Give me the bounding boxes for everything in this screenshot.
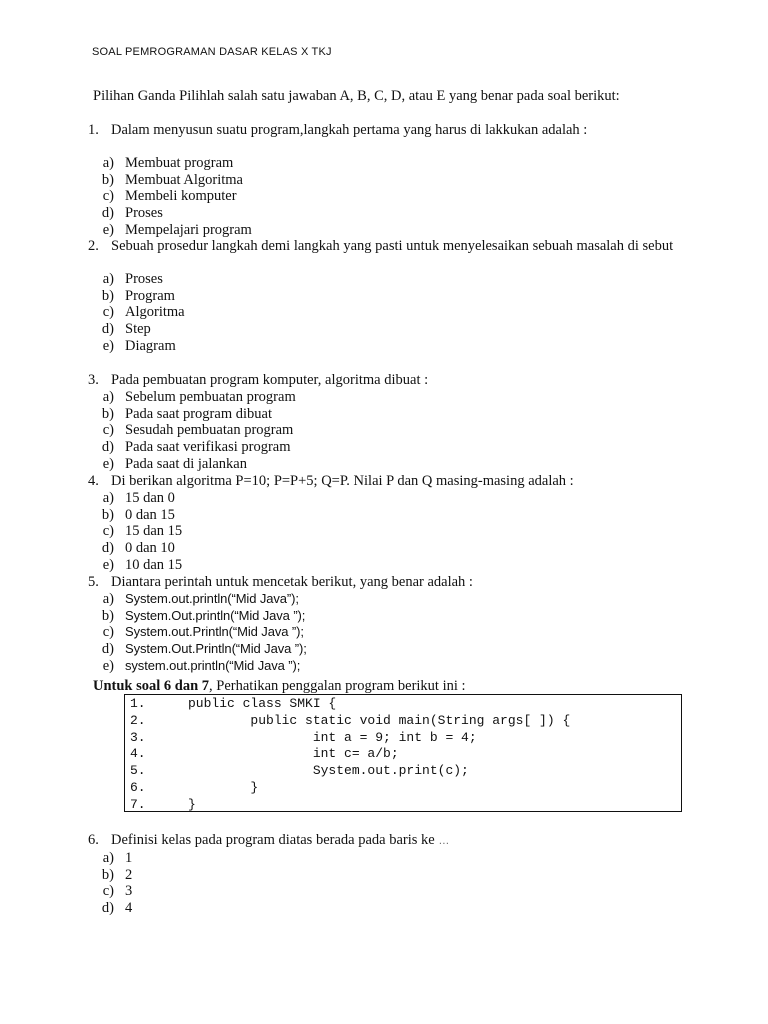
- option-text: 4: [125, 900, 133, 917]
- option-a: [88, 850, 688, 867]
- code-text: int a = 9; int b = 4;: [188, 729, 477, 745]
- line-number: 1.: [130, 696, 146, 711]
- option-d: [88, 439, 688, 456]
- option-letter: d): [101, 900, 114, 917]
- code-line: [125, 763, 681, 780]
- option-letter: c): [102, 422, 114, 439]
- document-header: SOAL PEMROGRAMAN DASAR KELAS X TKJ: [92, 46, 332, 58]
- code-line: [125, 730, 681, 747]
- option-letter: d): [101, 540, 114, 557]
- code-text: }: [188, 779, 259, 795]
- option-text: Program: [125, 287, 175, 304]
- option-text: Mempelajari program: [125, 221, 252, 238]
- question-text: Dalam menyusun suatu program,langkah pertama yang harus di lakkukan adalah :: [111, 122, 588, 138]
- option-letter: d): [101, 205, 114, 222]
- option-text: Membuat program: [125, 154, 234, 171]
- option-text: System.Out.Println(“Mid Java ”);: [125, 641, 307, 657]
- code-text: System.out.print(c);: [188, 763, 469, 779]
- option-letter: c): [102, 304, 114, 321]
- instructions: Pilihan Ganda Pilihlah salah satu jawaban A, B, C, D, atau E yang benar pada soal berikut:: [93, 88, 620, 104]
- option-text: 1: [125, 849, 133, 866]
- option-text: 3: [125, 883, 133, 900]
- code-line: [125, 696, 681, 713]
- option-letter: a): [102, 849, 114, 866]
- line-number: 3.: [130, 729, 146, 745]
- option-d: [88, 205, 688, 222]
- option-letter: b): [101, 506, 114, 523]
- question-number: 6.: [88, 832, 99, 848]
- question-1: [88, 122, 688, 239]
- option-text: 0 dan 10: [125, 540, 175, 557]
- option-text: Step: [125, 321, 151, 338]
- option-c: [88, 422, 688, 439]
- option-text: 15 dan 15: [125, 523, 183, 540]
- options-list: [88, 389, 688, 473]
- option-c: [88, 624, 688, 641]
- option-letter: c): [102, 523, 114, 540]
- option-b: [88, 507, 688, 524]
- option-letter: c): [102, 188, 114, 205]
- line-number: 2.: [130, 712, 146, 728]
- question-text: Diantara perintah untuk mencetak berikut, yang benar adalah :: [111, 574, 473, 590]
- option-a: [88, 271, 688, 288]
- code-text: public class SMKI {: [188, 696, 337, 711]
- option-a: [88, 155, 688, 172]
- option-letter: d): [101, 439, 114, 456]
- option-d: [88, 540, 688, 557]
- option-c: [88, 883, 688, 900]
- question-3: [88, 372, 688, 473]
- option-text: system.out.println(“Mid Java ”);: [125, 657, 301, 673]
- line-number: 6.: [130, 779, 146, 795]
- question-2: [88, 238, 688, 355]
- option-letter: d): [101, 641, 114, 658]
- option-letter: e): [102, 556, 114, 573]
- option-b: [88, 867, 688, 884]
- question-number: 5.: [88, 574, 99, 590]
- ellipsis: …: [438, 835, 450, 847]
- code-section-intro: [93, 678, 466, 695]
- question-6: [88, 832, 688, 917]
- code-line: [125, 746, 681, 763]
- code-line: [125, 780, 681, 797]
- line-number: 5.: [130, 763, 146, 779]
- option-text: Membuat Algoritma: [125, 171, 243, 188]
- option-a: [88, 490, 688, 507]
- option-letter: e): [102, 221, 114, 238]
- option-letter: c): [102, 883, 114, 900]
- option-c: [88, 304, 688, 321]
- option-letter: a): [102, 270, 114, 287]
- line-number: 4.: [130, 746, 146, 762]
- question-text: Di berikan algoritma P=10; P=P+5; Q=P. Nilai P dan Q masing-masing adalah :: [111, 473, 574, 489]
- line-number: 7.: [130, 796, 146, 812]
- option-e: [88, 222, 688, 239]
- options-list: [88, 271, 688, 355]
- code-line: [125, 713, 681, 730]
- option-d: [88, 900, 688, 917]
- option-b: [88, 172, 688, 189]
- option-letter: b): [101, 405, 114, 422]
- option-text: 2: [125, 866, 133, 883]
- option-b: [88, 288, 688, 305]
- option-letter: a): [102, 489, 114, 506]
- option-text: 15 dan 0: [125, 489, 175, 506]
- option-e: [88, 338, 688, 355]
- option-text: Sebelum pembuatan program: [125, 388, 296, 405]
- option-c: [88, 523, 688, 540]
- option-b: [88, 608, 688, 625]
- option-text: System.Out.println(“Mid Java ”);: [125, 607, 306, 623]
- option-text: Pada saat di jalankan: [125, 455, 247, 472]
- option-letter: a): [102, 154, 114, 171]
- code-line: [125, 797, 681, 814]
- options-list: [88, 850, 688, 917]
- option-letter: a): [102, 590, 114, 607]
- question-5: [88, 574, 688, 675]
- option-text: Diagram: [125, 337, 176, 354]
- option-d: [88, 641, 688, 658]
- options-list: [88, 591, 688, 675]
- code-text: int c= a/b;: [188, 746, 399, 762]
- options-list: [88, 490, 688, 574]
- question-text: Pada pembuatan program komputer, algoritma dibuat :: [111, 372, 429, 388]
- option-letter: b): [101, 607, 114, 624]
- question-number: 1.: [88, 122, 99, 138]
- option-text: 10 dan 15: [125, 556, 183, 573]
- option-a: [88, 591, 688, 608]
- option-text: Sesudah pembuatan program: [125, 422, 294, 439]
- option-text: Pada saat program dibuat: [125, 405, 272, 422]
- option-a: [88, 389, 688, 406]
- code-text: public static void main(String args[ ]) {: [188, 712, 571, 728]
- question-number: 3.: [88, 372, 99, 388]
- option-letter: b): [101, 866, 114, 883]
- code-block: [124, 694, 682, 812]
- option-letter: b): [101, 171, 114, 188]
- option-text: Algoritma: [125, 304, 185, 321]
- question-number: 4.: [88, 473, 99, 489]
- option-e: [88, 658, 688, 675]
- code-intro-text: , Perhatikan penggalan program berikut ini :: [209, 678, 466, 694]
- option-text: Membeli komputer: [125, 188, 237, 205]
- option-text: System.out.Println(“Mid Java ”);: [125, 624, 304, 640]
- option-letter: e): [102, 657, 114, 674]
- code-text: }: [188, 796, 196, 812]
- option-letter: a): [102, 388, 114, 405]
- code-intro-bold: Untuk soal 6 dan 7: [93, 678, 210, 694]
- option-letter: e): [102, 337, 114, 354]
- option-text: 0 dan 15: [125, 506, 175, 523]
- option-e: [88, 557, 688, 574]
- option-letter: e): [102, 455, 114, 472]
- question-text: Definisi kelas pada program diatas berada pada baris ke: [111, 832, 435, 848]
- option-letter: c): [102, 624, 114, 641]
- question-number: 2.: [88, 238, 99, 254]
- option-text: Proses: [125, 270, 163, 287]
- options-list: [88, 155, 688, 239]
- option-e: [88, 456, 688, 473]
- option-text: Pada saat verifikasi program: [125, 439, 291, 456]
- option-text: System.out.println(“Mid Java”);: [125, 590, 299, 606]
- option-c: [88, 188, 688, 205]
- question-text: Sebuah prosedur langkah demi langkah yang pasti untuk menyelesaikan sebuah masalah di sebut: [111, 238, 674, 254]
- option-d: [88, 321, 688, 338]
- option-letter: b): [101, 287, 114, 304]
- question-4: [88, 473, 688, 574]
- option-text: Proses: [125, 205, 163, 222]
- option-letter: d): [101, 321, 114, 338]
- option-b: [88, 406, 688, 423]
